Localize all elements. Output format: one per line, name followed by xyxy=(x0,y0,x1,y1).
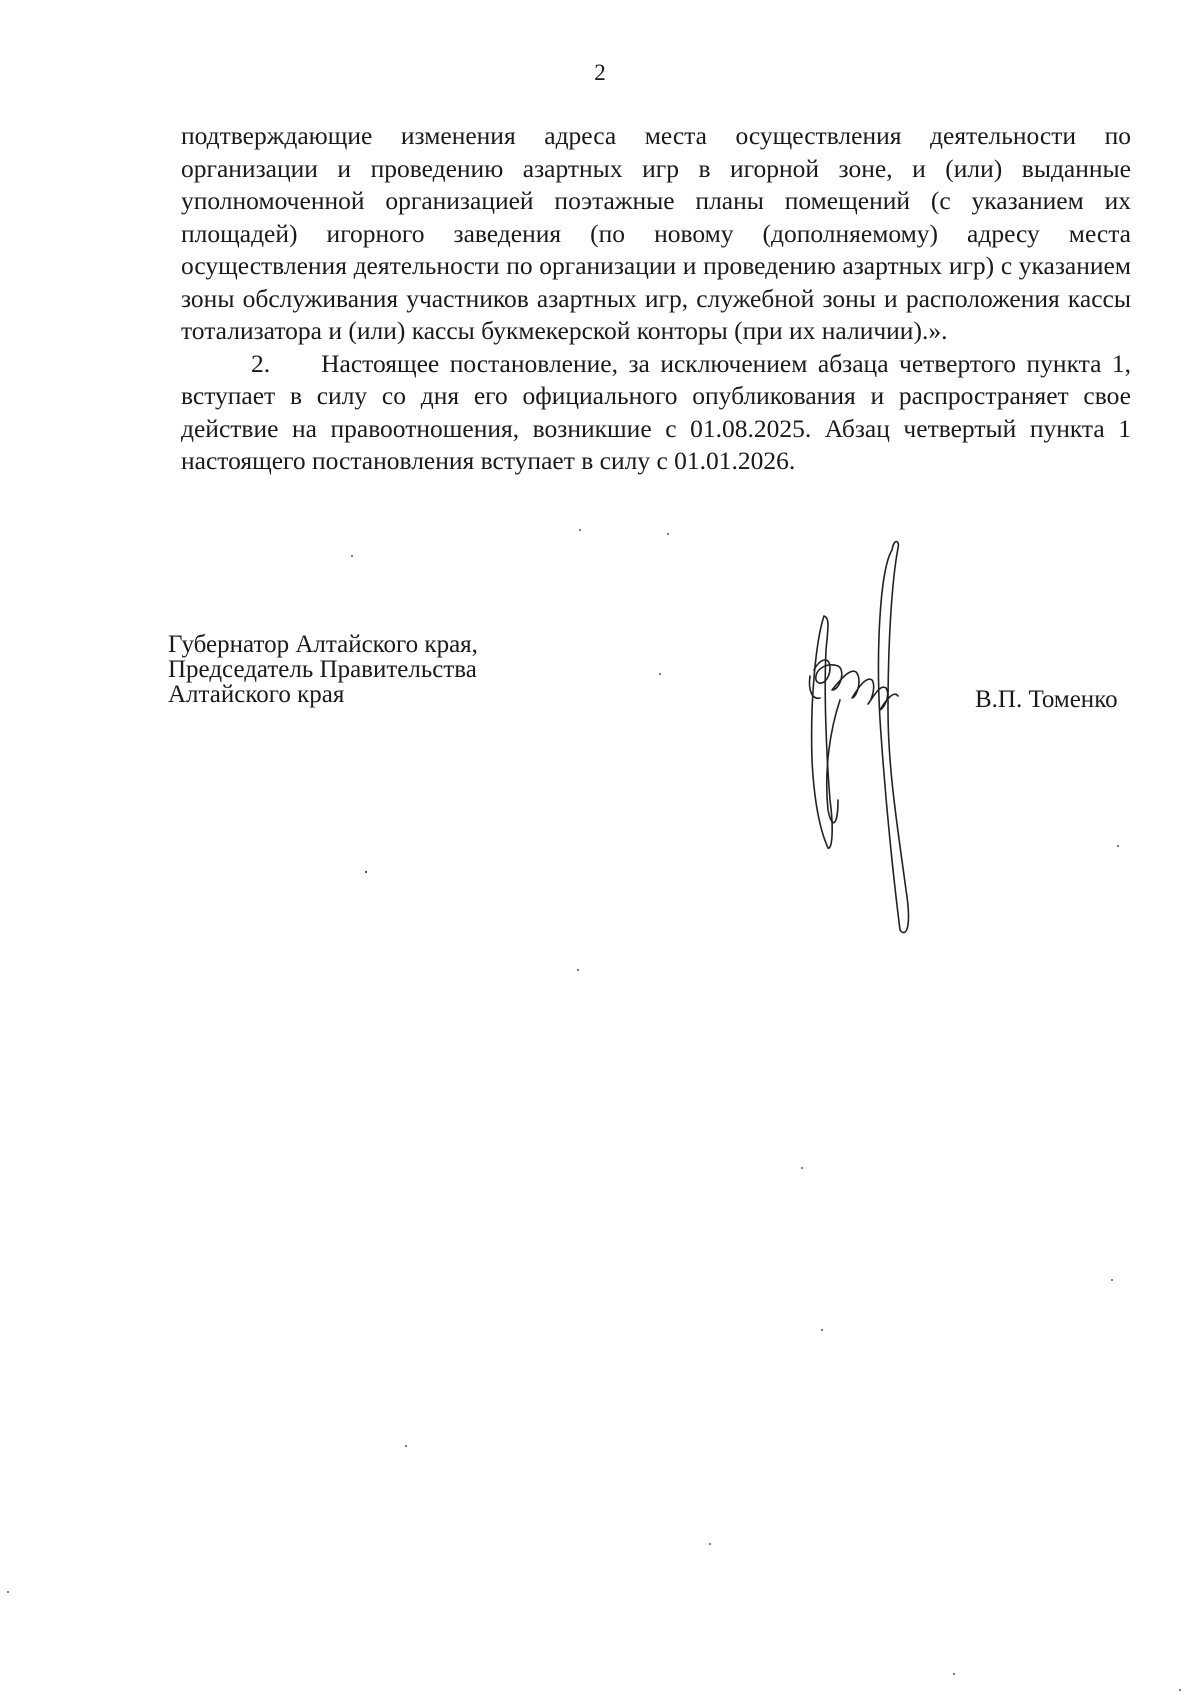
signatory-title-line-3: Алтайского края xyxy=(168,681,345,708)
paragraph-continued: подтверждающие изменения адреса места осуществления деятельности по организации и проведению азартных игр в игорной зоне, и (или) выданные уполномоченной организацией поэтажные планы помещений (с указанием их площадей) игорного заведения (по новому (дополняемому) адресу места осуществления деятельности по организации и проведению азартных игр) с указанием зоны обслуживания участников азартных игр, служебной зоны и расположения кассы тотализатора и (или) кассы букмекерской конторы (при их наличии).». xyxy=(181,121,1131,345)
signatory-title-line-2: Председатель Правительства xyxy=(168,656,477,683)
document-body xyxy=(181,120,1131,478)
signatory-title-line-1: Губернатор Алтайского края, xyxy=(168,631,478,658)
handwritten-signature xyxy=(780,530,960,950)
paragraph-item-2: 2. Настоящее постановление, за исключением абзаца четвертого пункта 1, вступает в силу со дня его официального опубликования и распространяет свое действие на правоотношения, возникшие с 01.08.2025. Абзац четвертый пункта 1 настоящего постановления вступает в силу с 01.01.2026. xyxy=(181,348,1131,475)
signatory-name: В.П. Томенко xyxy=(975,686,1118,713)
page-number: 2 xyxy=(594,60,606,85)
signatory-title xyxy=(168,632,478,707)
